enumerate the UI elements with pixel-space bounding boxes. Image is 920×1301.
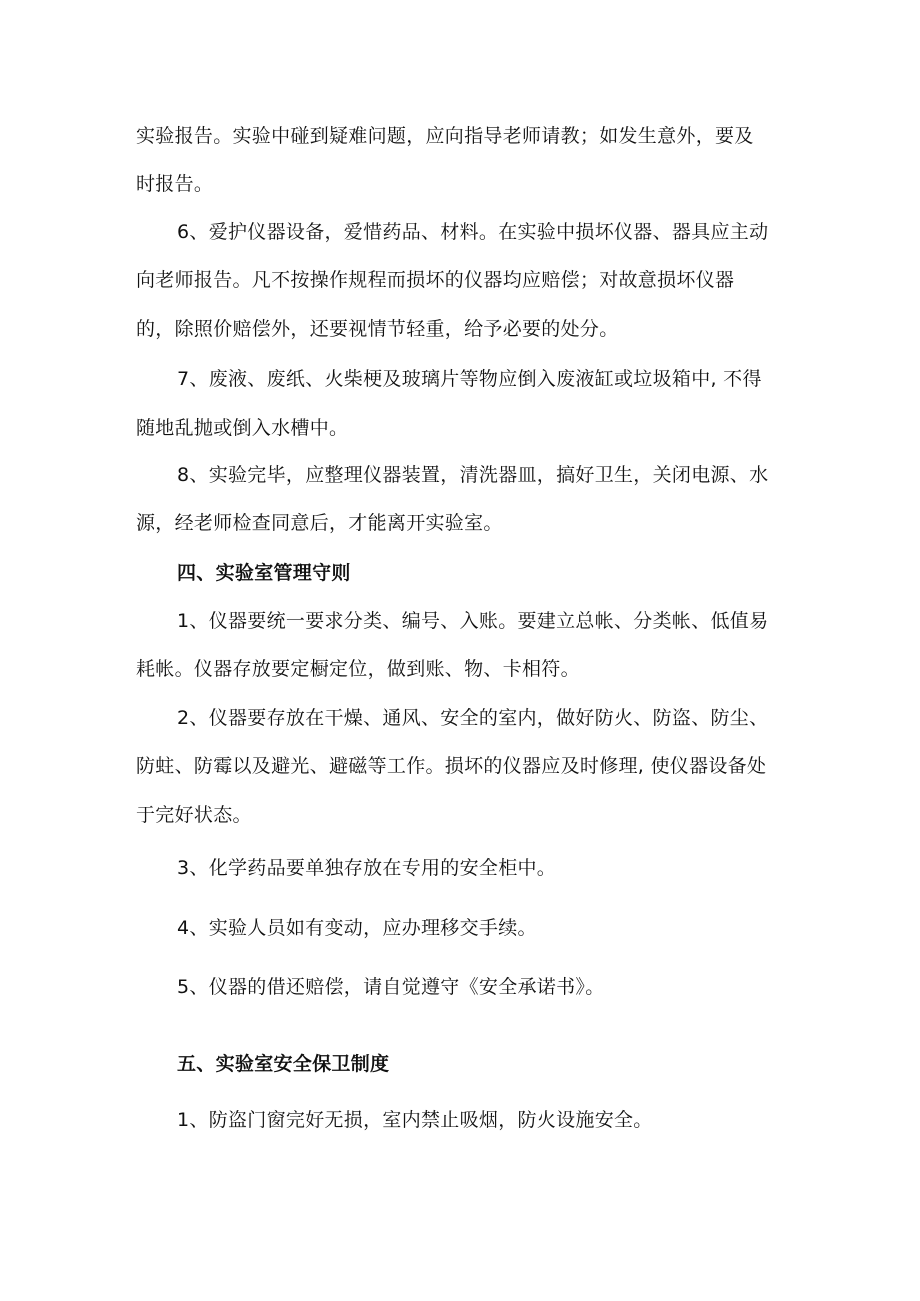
paragraph-line: 于完好状态。 — [136, 804, 252, 826]
section-heading: 五、实验室安全保卫制度 — [177, 1053, 390, 1075]
paragraph-line: 耗帐。仪器存放要定橱定位，做到账、物、卡相符。 — [136, 658, 580, 680]
paragraph-line: 6、爱护仪器设备，爱惜药品、材料。在实验中损坏仪器、器具应主动 — [177, 221, 769, 243]
paragraph-line: 随地乱抛或倒入水槽中。 — [136, 417, 349, 439]
paragraph-line: 防蛀、防霉以及避光、避磁等工作。损坏的仪器应及时修理, 使仪器设备处 — [136, 755, 767, 777]
paragraph-line: 源，经老师检查同意后，才能离开实验室。 — [136, 512, 503, 534]
paragraph-line: 1、防盗门窗完好无损，室内禁止吸烟，防火设施安全。 — [177, 1109, 653, 1131]
paragraph-line: 8、实验完毕，应整理仪器装置，清洗器皿，搞好卫生，关闭电源、水 — [177, 464, 769, 486]
paragraph-line: 7、废液、废纸、火柴梗及玻璃片等物应倒入废液缸或垃圾箱中, 不得 — [177, 368, 762, 390]
paragraph-line: 时报告。 — [136, 173, 214, 195]
paragraph-line: 1、仪器要统一要求分类、编号、入账。要建立总帐、分类帐、低值易 — [177, 610, 769, 632]
paragraph-line: 3、化学药品要单独存放在专用的安全柜中。 — [177, 857, 557, 879]
paragraph-line: 4、实验人员如有变动，应办理移交手续。 — [177, 917, 537, 939]
paragraph-line: 2、仪器要存放在干燥、通风、安全的室内，做好防火、防盗、防尘、 — [177, 707, 769, 729]
paragraph-line: 5、仪器的借还赔偿，请自觉遵守《安全承诺书》。 — [177, 976, 605, 998]
paragraph-line: 向老师报告。凡不按操作规程而损坏的仪器均应赔偿；对故意损坏仪器 — [136, 269, 735, 291]
paragraph-line: 的，除照价赔偿外，还要视情节轻重，给予必要的处分。 — [136, 318, 619, 340]
section-heading: 四、实验室管理守则 — [177, 562, 351, 584]
paragraph-line: 实验报告。实验中碰到疑难问题，应向指导老师请教；如发生意外，要及 — [136, 125, 754, 147]
